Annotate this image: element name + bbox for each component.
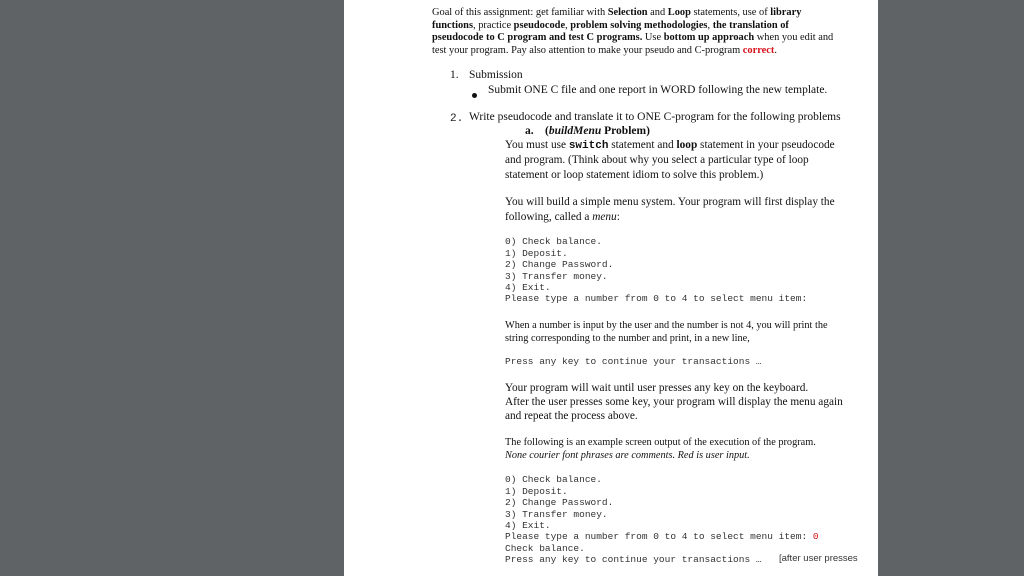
menu-item-1: 1) Deposit. [505,247,568,259]
problem-line-1: You must use switch statement and loop statement in your pseudocode [505,139,835,152]
example-menu-item-0: 0) Check balance. [505,474,602,485]
submission-heading: Submission [469,69,523,81]
build-line-1: You will build a simple menu system. Your program will first display the [505,196,835,208]
goal-line-2: functions, practice pseudocode, problem solving methodologies, the translation of [432,19,789,31]
example-menu-item-3: 3) Transfer money. [505,508,608,520]
problem-line-2: and program. (Think about why you select a particular type of loop [505,154,809,166]
menu-item-3: 3) Transfer money. [505,270,608,282]
example-line-2: None courier font phrases are comments. Red is user input. [505,450,750,461]
problem-letter: a. [525,125,534,137]
problem-line-3: statement or loop statement idiom to solve this problem.) [505,168,764,181]
press-any-key-line: Press any key to continue your transactions … [505,356,762,367]
goal-line-3: pseudocode to C program and test C programs. Use bottom up approach when you edit and [432,32,834,44]
example-menu-item-1: 1) Deposit. [505,485,568,497]
wait-line-3: and repeat the process above. [505,410,638,422]
menu-item-0: 0) Check balance. [505,236,602,247]
problem-title: (buildMenu Problem) [545,125,650,137]
goal-line-4: test your program. Pay also attention to make your pseudo and C-program correct. [432,44,777,56]
user-input-value: 0 [812,531,819,542]
example-menu-prompt: Please type a number from 0 to 4 to select menu item: 0 [505,531,819,542]
menu-item-2: 2) Change Password. [505,259,614,270]
build-line-2: following, called a menu: [505,210,620,223]
when-line-2: string corresponding to the number and print, in a new line, [505,333,750,344]
submission-bullet-text: Submit ONE C file and one report in WORD following the new template. [488,84,828,96]
bullet-icon [472,86,477,104]
write-number: 2. [450,113,464,125]
menu-item-4: 4) Exit. [505,282,551,293]
menu-prompt: Please type a number from 0 to 4 to select menu item: [505,293,808,304]
wait-line-1: Your program will wait until user presses any key on the keyboard. [505,382,809,394]
wait-line-2: After the user presses some key, your program will display the menu again [505,396,843,408]
submission-number: 1. [450,69,459,81]
write-instruction: Write pseudocode and translate it to ONE C-program for the following problems [469,111,841,123]
example-menu-item-2: 2) Change Password. [505,497,614,508]
comment-after-user-presses: [after user presses [779,553,858,564]
example-result: Check balance. [505,542,585,554]
example-line-1: The following is an example screen output of the execution of the program. [505,437,816,448]
document-page[interactable] [344,0,878,576]
goal-line-1: Goal of this assignment: get familiar with Selection and Loop statements, use of library [432,7,802,18]
example-press-any-key: Press any key to continue your transactions … [505,554,762,565]
example-menu-item-4: 4) Exit. [505,520,551,531]
when-line-1: When a number is input by the user and the number is not 4, you will print the [505,320,828,331]
